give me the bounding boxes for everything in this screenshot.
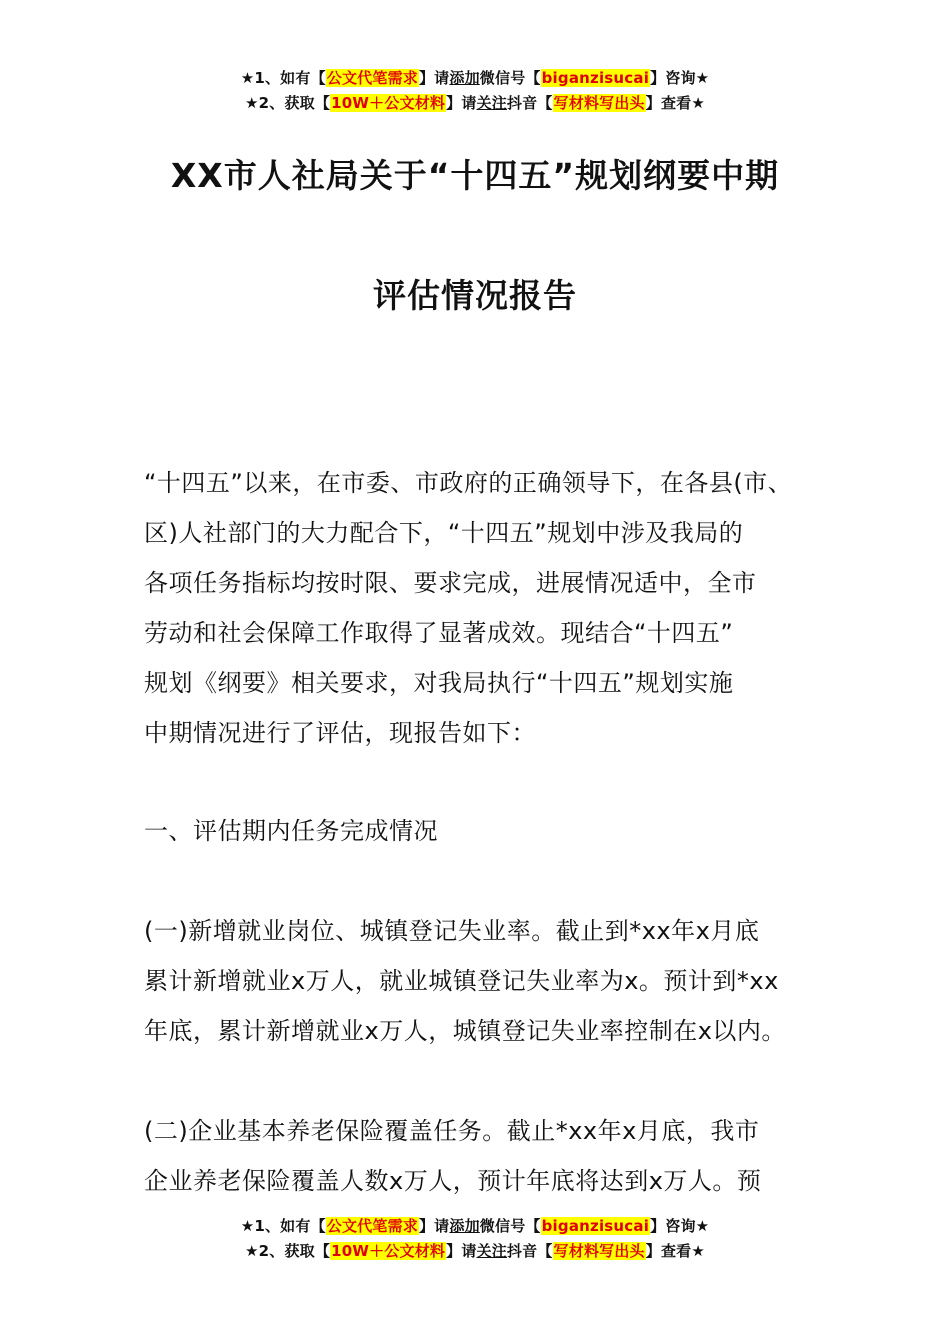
paragraph-line: 各项任务指标均按时限、要求完成，进展情况适中，全市	[144, 569, 757, 597]
underlined-text: 关注	[476, 94, 507, 112]
paragraph-line: 累计新增就业x万人，就业城镇登记失业率为x。预计到*xx	[144, 967, 779, 995]
banner-text: 】查看★	[645, 1242, 705, 1260]
banner-text: 】咨询★	[650, 69, 710, 87]
banner-text: 微信号【	[479, 1217, 541, 1235]
paragraph-line: 中期情况进行了评估，现报告如下：	[144, 719, 536, 747]
banner-text: 】咨询★	[650, 1217, 710, 1235]
banner-line-1	[0, 1214, 950, 1239]
banner-line-1	[0, 66, 950, 91]
highlight-service: 公文代笔需求	[326, 1217, 418, 1235]
document-title-line-2: 评估情况报告	[373, 276, 577, 315]
paragraph-line: (二)企业基本养老保险覆盖任务。截止*xx年x月底，我市	[144, 1117, 760, 1145]
highlight-wechat-id: biganzisucai	[541, 69, 650, 87]
paragraph-line: “十四五”以来，在市委、市政府的正确领导下，在各县(市、	[144, 469, 793, 497]
banner-text: ★2、获取【	[245, 94, 331, 112]
highlight-materials: 10W＋公文材料	[331, 94, 446, 112]
highlight-wechat-id: biganzisucai	[541, 1217, 650, 1235]
highlight-douyin-id: 写材料写出头	[553, 94, 645, 112]
banner-text: 】请	[446, 1242, 477, 1260]
banner-text: 】请	[446, 94, 477, 112]
paragraph-line: 企业养老保险覆盖人数x万人，预计年底将达到x万人。预	[144, 1167, 762, 1195]
highlight-materials: 10W＋公文材料	[331, 1242, 446, 1260]
bottom-banner	[0, 1214, 950, 1264]
banner-text: 】请	[418, 69, 450, 87]
underlined-text: 添加	[449, 69, 480, 87]
underlined-text: 添加	[449, 1217, 480, 1235]
banner-line-2	[0, 91, 950, 116]
highlight-douyin-id: 写材料写出头	[553, 1242, 645, 1260]
banner-text: 】查看★	[645, 94, 705, 112]
banner-text: ★1、如有【	[240, 1217, 326, 1235]
banner-text: 】请	[418, 1217, 450, 1235]
paragraph-line: 劳动和社会保障工作取得了显著成效。现结合“十四五”	[144, 619, 734, 647]
paragraph-line: 区)人社部门的大力配合下，“十四五”规划中涉及我局的	[144, 519, 744, 547]
highlight-service: 公文代笔需求	[326, 69, 418, 87]
banner-line-2	[0, 1239, 950, 1264]
banner-text: 微信号【	[479, 69, 541, 87]
paragraph-line: 年底，累计新增就业x万人，城镇登记失业率控制在x以内。	[144, 1017, 786, 1045]
item-1-paragraph	[144, 906, 809, 1056]
section-heading-1	[144, 806, 809, 856]
banner-text: 抖音【	[506, 1242, 553, 1260]
paragraph-line: 规划《纲要》相关要求，对我局执行“十四五”规划实施	[144, 669, 734, 697]
paragraph-line: (一)新增就业岗位、城镇登记失业率。截止到*xx年x月底	[144, 917, 760, 945]
item-2-paragraph	[144, 1106, 809, 1206]
banner-text: ★2、获取【	[245, 1242, 331, 1260]
document-title-line-1: XX市人社局关于“十四五”规划纲要中期	[170, 156, 780, 195]
top-banner	[0, 66, 950, 116]
underlined-text: 关注	[476, 1242, 507, 1260]
intro-paragraph	[144, 458, 809, 758]
banner-text: 抖音【	[506, 94, 553, 112]
heading-text: 一、评估期内任务完成情况	[144, 817, 438, 845]
banner-text: ★1、如有【	[240, 69, 326, 87]
